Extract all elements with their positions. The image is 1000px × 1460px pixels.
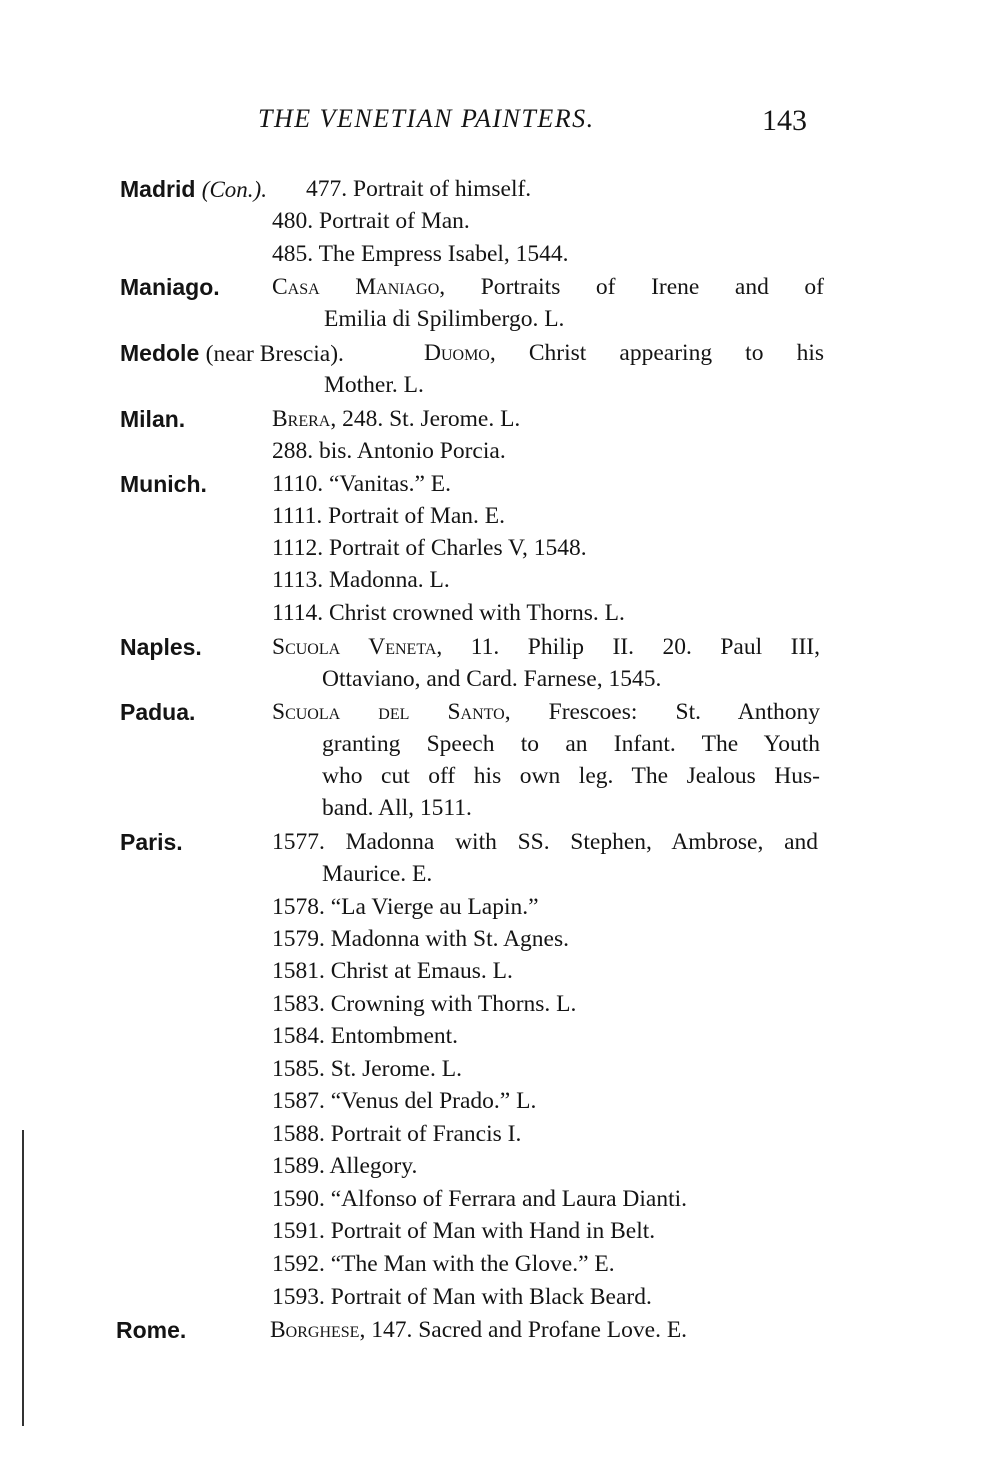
list-item: 480. Portrait of Man. [272, 208, 470, 234]
list-item: 1112. Portrait of Charles V, 1548. [272, 535, 587, 561]
place-padua: Padua. [120, 699, 196, 725]
list-item: 1111. Portrait of Man. E. [272, 503, 506, 529]
list-item: 1588. Portrait of Francis I. [272, 1121, 522, 1147]
list-item: who cut off his own leg. The Jealous Hus- [322, 763, 820, 789]
list-item: 1587. “Venus del Prado.” L. [272, 1088, 537, 1114]
list-item: 1583. Crowning with Thorns. L. [272, 991, 577, 1017]
place-rome: Rome. [116, 1317, 187, 1343]
list-item: 1589. Allegory. [272, 1153, 418, 1179]
scan-margin-rule [22, 1130, 24, 1426]
list-item: 1110. “Vanitas.” E. [272, 471, 452, 497]
place-maniago: Maniago. [120, 274, 220, 300]
list-item: Ottaviano, and Card. Farnese, 1545. [322, 666, 662, 692]
list-item: Maurice. E. [322, 861, 433, 887]
list-item: 1593. Portrait of Man with Black Beard. [272, 1284, 652, 1310]
place-medole: Medole (near Brescia). [120, 340, 344, 367]
place-madrid: Madrid (Con.). [120, 176, 267, 202]
list-item: 1578. “La Vierge au Lapin.” [272, 894, 539, 920]
list-item: Brera, 248. St. Jerome. L. [272, 406, 521, 432]
place-paris: Paris. [120, 829, 183, 855]
list-item: Emilia di Spilimbergo. L. [324, 306, 565, 332]
list-item: 1577. Madonna with SS. Stephen, Ambrose, and [272, 829, 818, 855]
list-item: 288. bis. Antonio Porcia. [272, 438, 506, 464]
list-item: 1590. “Alfonso of Ferrara and Laura Dianti. [272, 1186, 688, 1212]
list-item: Scuola Veneta, 11. Philip II. 20. Paul III, [272, 634, 820, 660]
list-item: 485. The Empress Isabel, 1544. [272, 241, 569, 267]
list-item: Duomo, Christ appearing to his [424, 340, 824, 366]
list-item: 1581. Christ at Emaus. L. [272, 958, 513, 984]
list-item: 1579. Madonna with St. Agnes. [272, 926, 570, 952]
place-milan: Milan. [120, 406, 186, 432]
list-item: 477. Portrait of himself. [306, 176, 532, 202]
place-naples: Naples. [120, 634, 202, 660]
page-number: 143 [762, 104, 807, 137]
list-item: Mother. L. [324, 372, 424, 398]
list-item: band. All, 1511. [322, 795, 472, 821]
place-munich: Munich. [120, 471, 207, 497]
list-item: granting Speech to an Infant. The Youth [322, 731, 820, 757]
list-item: Borghese, 147. Sacred and Profane Love. E. [270, 1317, 688, 1343]
list-item: 1584. Entombment. [272, 1023, 459, 1049]
list-item: 1591. Portrait of Man with Hand in Belt. [272, 1218, 656, 1244]
list-item: 1114. Christ crowned with Thorns. L. [272, 600, 625, 626]
list-item: Casa Maniago, Portraits of Irene and of [272, 274, 824, 300]
list-item: 1592. “The Man with the Glove.” E. [272, 1251, 615, 1277]
list-item: 1585. St. Jerome. L. [272, 1056, 462, 1082]
running-header-title: THE VENETIAN PAINTERS. [258, 104, 595, 133]
list-item: Scuola del Santo, Frescoes: St. Anthony [272, 699, 821, 725]
list-item: 1113. Madonna. L. [272, 567, 450, 593]
